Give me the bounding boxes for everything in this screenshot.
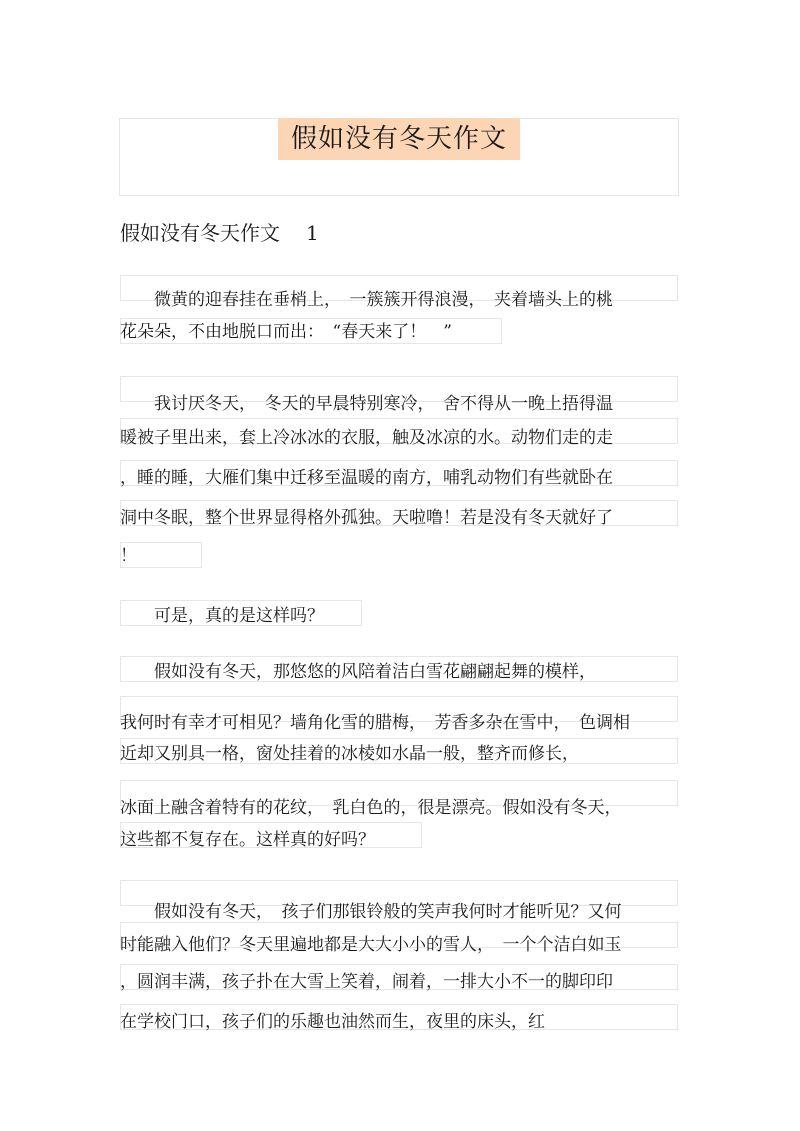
paragraph-line: 假如没有冬天， 孩子们那银铃般的笑声我何时才能听见？又何: [120, 902, 622, 922]
document-title: 假如没有冬天作文: [278, 118, 520, 160]
paragraph-line: 洞中冬眠，整个世界显得格外孤独。天啦噜！若是没有冬天就好了: [120, 508, 613, 528]
paragraph-line: 在学校门口，孩子们的乐趣也油然而生，夜里的床头，红: [120, 1012, 545, 1032]
paragraph-line: 假如没有冬天，那悠悠的风陪着洁白雪花翩翩起舞的模样，: [120, 662, 596, 682]
paragraph-line: 时能融入他们？冬天里遍地都是大大小小的雪人， 一个个洁白如玉: [120, 935, 622, 955]
paragraph-line: 可是，真的是这样吗？: [120, 606, 324, 626]
paragraph-line: 微黄的迎春挂在垂梢上， 一簇簇开得浪漫， 夹着墙头上的桃: [120, 290, 613, 310]
paragraph-line: ，圆润丰满，孩子扑在大雪上笑着，闹着，一排大小不一的脚印印: [120, 972, 613, 992]
paragraph-line: 我何时有幸才可相见？墙角化雪的腊梅， 芳香多杂在雪中， 色调相: [120, 713, 630, 733]
paragraph-line: 花朵朵，不由地脱口而出： “春天来了！ ”: [120, 322, 452, 342]
section-heading: [120, 219, 319, 247]
section-number: 1: [306, 221, 319, 245]
paragraph-line: 这些都不复存在。这样真的好吗？: [120, 830, 375, 850]
paragraph-line: 我讨厌冬天， 冬天的早晨特别寒冷， 舍不得从一晚上捂得温: [120, 394, 613, 414]
section-heading-text: 假如没有冬天作文: [120, 221, 280, 245]
paragraph-line: ！: [120, 546, 137, 566]
paragraph-line: 近却又别具一格，窗处挂着的冰棱如水晶一般，整齐而修长，: [120, 744, 579, 764]
paragraph-line: 冰面上融含着特有的花纹， 乳白色的，很是漂亮。假如没有冬天，: [120, 798, 622, 818]
paragraph-line: 暖被子里出来，套上冷冰冰的衣服，触及冰凉的水。动物们走的走: [120, 428, 613, 448]
paragraph-line: ，睡的睡，大雁们集中迁移至温暖的南方，哺乳动物们有些就卧在: [120, 468, 613, 488]
